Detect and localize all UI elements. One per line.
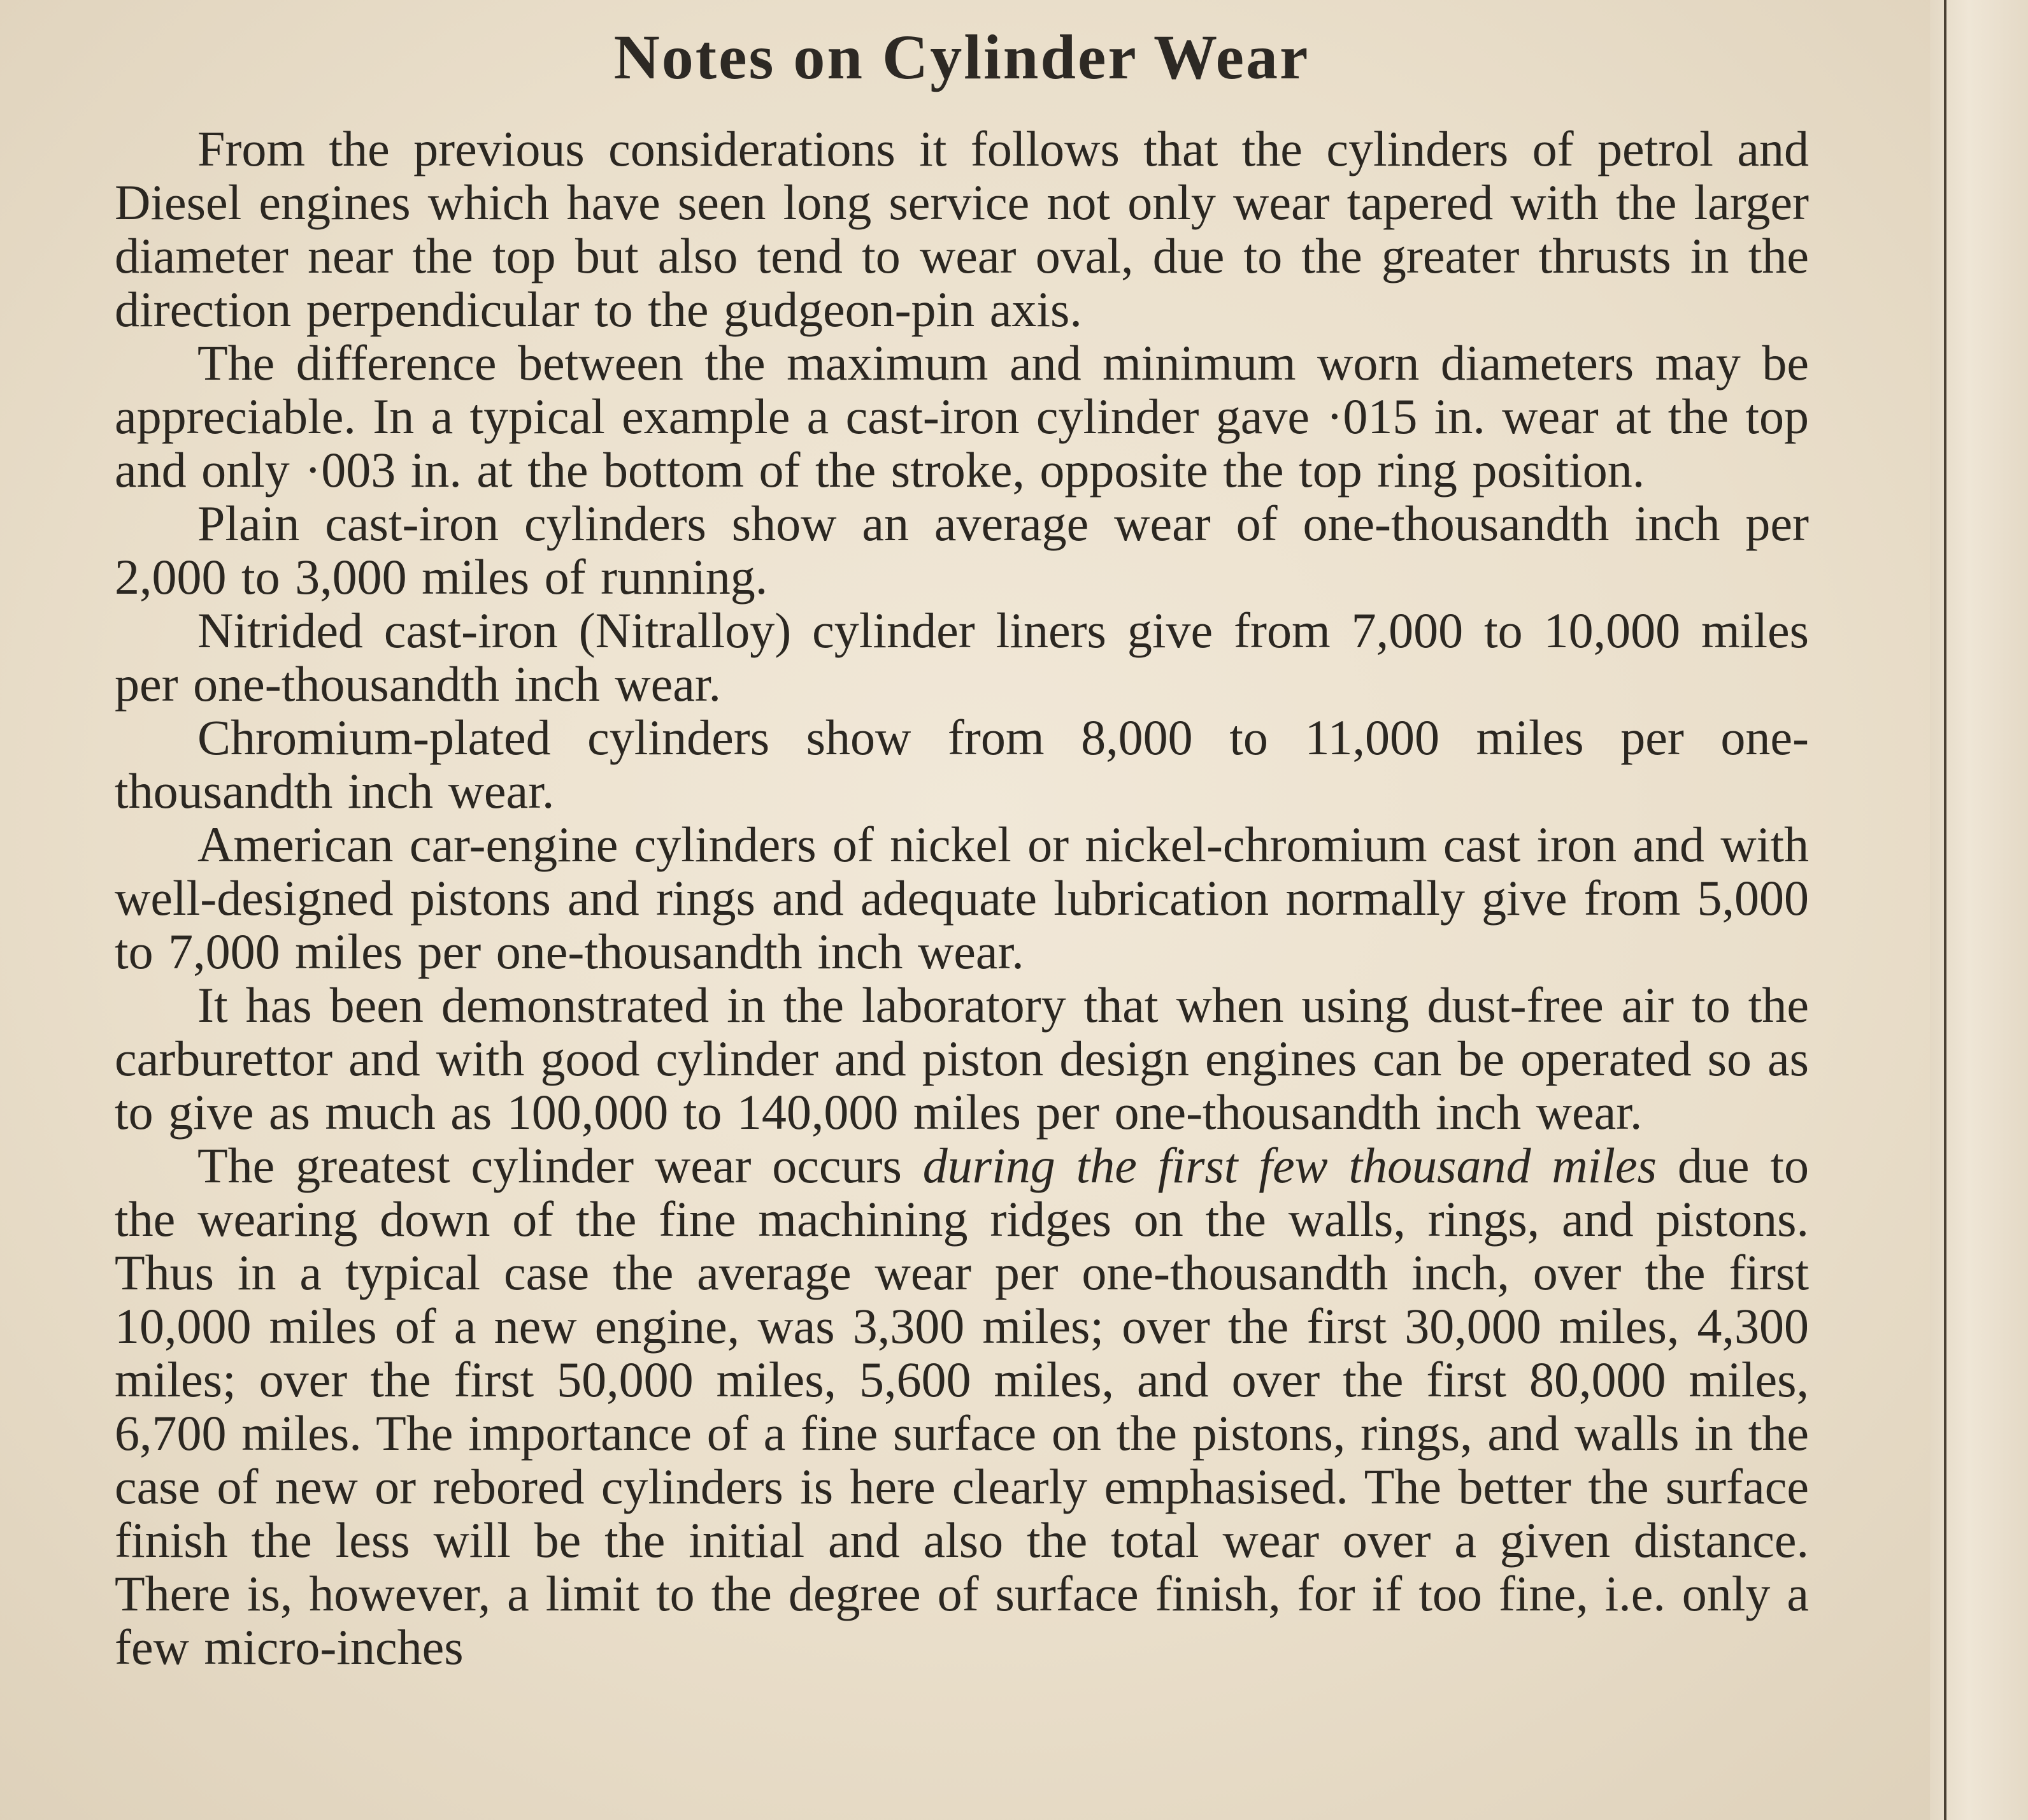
- page-text: [115, 19, 1809, 1674]
- page-binding-line: [1944, 0, 1946, 1820]
- page-title: Notes on Cylinder Wear: [613, 22, 1310, 92]
- initial-wear-text-end: due to the wearing down of the fine machining ridges on the walls, rings, and pistons. Thus in a typical case the average wear per one-thousandth inch, over the first 10,000 miles of a new engine, was 3,300 miles; over the first 30,000 miles, 4,300 miles; over the first 50,000 miles, 5,600 miles, and over the first 80,000 miles, 6,700 miles. The importance of a fine surface on the pistons, rings, and walls in the case of new or rebored cylinders is here clearly emphasised. The better the surface finish the less will be the initial and also the total wear over a given distance. There is, however, a limit to the degree of surface finish, for if too fine, i.e. only a few micro-inches: [115, 1138, 1809, 1675]
- paragraph-initial-wear: [115, 1139, 1809, 1674]
- paragraph-american-engines: American car-engine cylinders of nickel or nickel-chromium cast iron and with well-designed pistons and rings and adequate lubrication normally give from 5,000 to 7,000 miles per one-thousandth inch wear.: [115, 817, 1809, 979]
- paragraph-tapered-wear: From the previous considerations it follows that the cylinders of petrol and Diesel engines which have seen long service not only wear tapered with the larger diameter near the top but also tend to wear oval, due to the greater thrusts in the direction perpendicular to the gudgeon-pin axis.: [115, 121, 1809, 337]
- initial-wear-emphasis: during the first few thousand miles: [922, 1138, 1657, 1193]
- initial-wear-text-start: The greatest cylinder wear occurs: [197, 1138, 923, 1193]
- paragraph-nitrided-liners: Nitrided cast-iron (Nitralloy) cylinder liners give from 7,000 to 10,000 miles per one-thousandth inch wear.: [115, 603, 1809, 712]
- paragraph-plain-cast-iron: Plain cast-iron cylinders show an average wear of one-thousandth inch per 2,000 to 3,000 miles of running.: [115, 496, 1809, 605]
- paragraph-laboratory-demonstration: It has been demonstrated in the laboratory that when using dust-free air to the carburettor and with good cylinder and piston design engines can be operated so as to give as much as 100,000 to 140,000 miles per one-thousandth inch wear.: [115, 977, 1809, 1140]
- paragraph-worn-diameters: The difference between the maximum and minimum worn diameters may be appreciable. In a typical example a cast-iron cylinder gave ·015 in. wear at the top and only ·003 in. at the bottom of the stroke, opposite the top ring position.: [115, 335, 1809, 498]
- paragraph-chromium-plated: Chromium-plated cylinders show from 8,000 to 11,000 miles per one-thousandth inch wear.: [115, 710, 1809, 819]
